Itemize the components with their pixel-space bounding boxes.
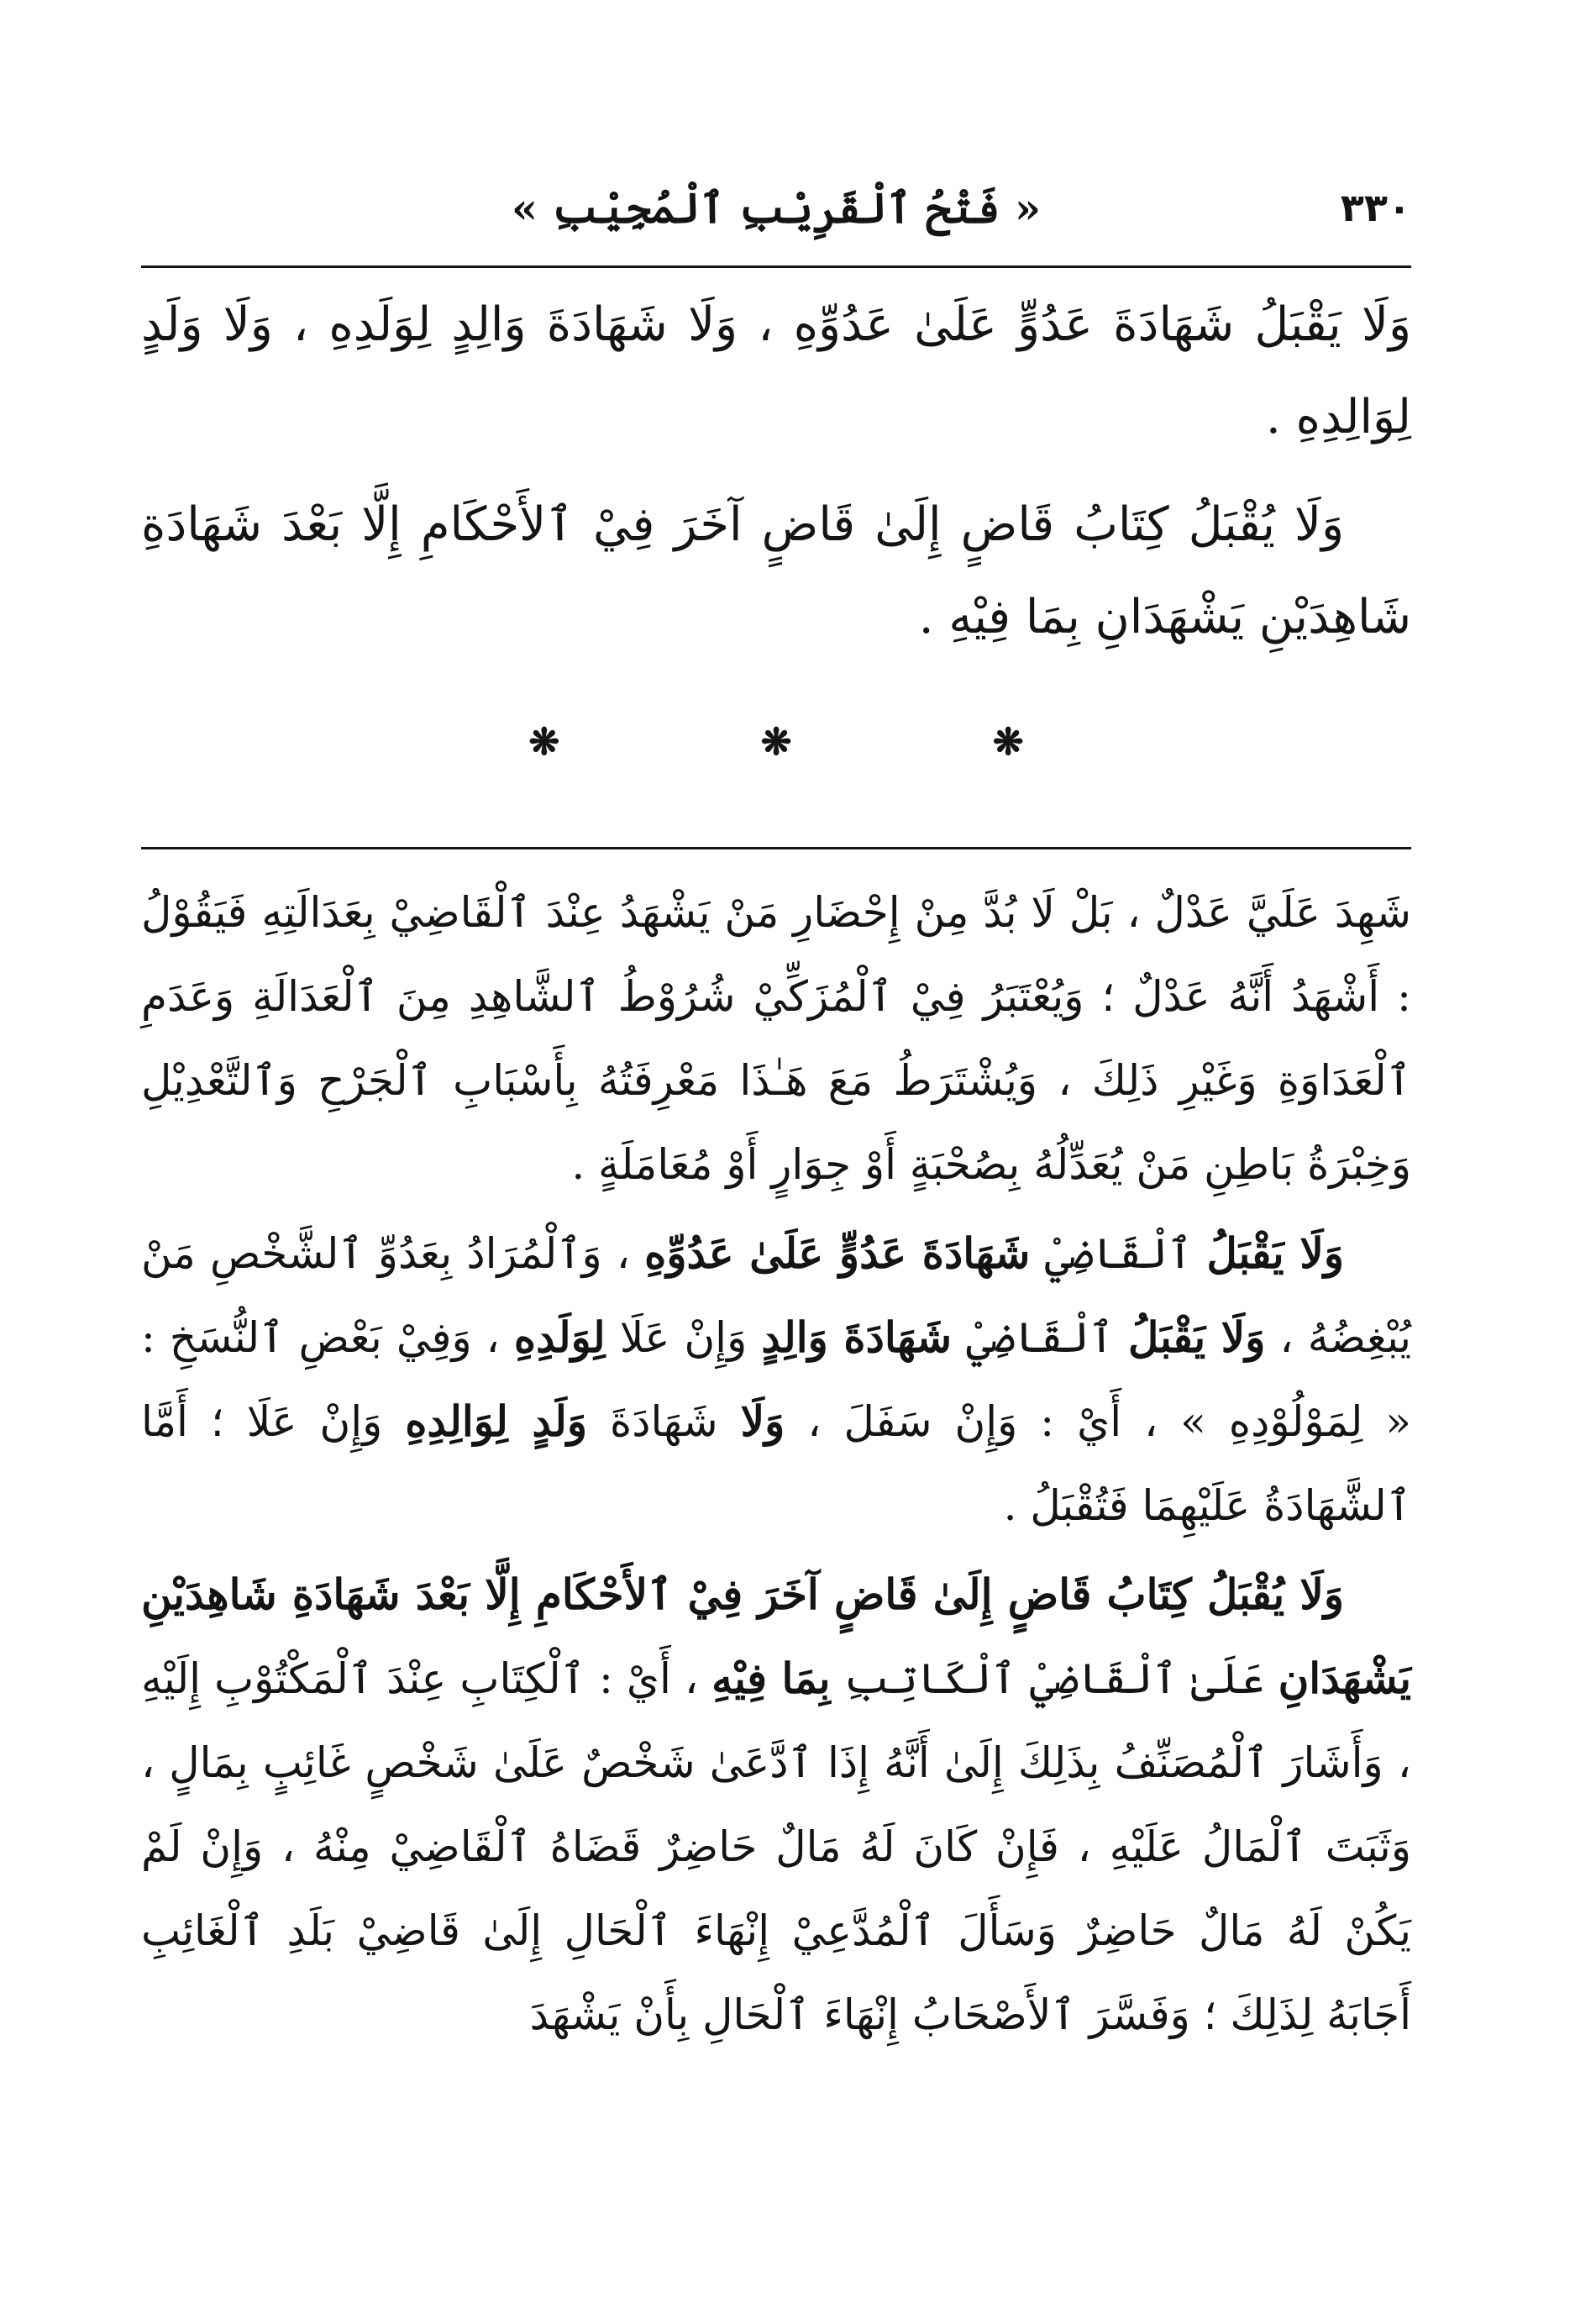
commentary-text: ٱلْقَاضِيْ: [1030, 1229, 1207, 1278]
commentary-text: ، أَيْ : ٱلْكِتَابِ عِنْدَ ٱلْمَكْتُوْبِ إِلَيْهِ ، وَأَشَارَ ٱلْمُصَنِّفُ بِذَلِكَ إِلَىٰ أَنَّهُ إِذَا ٱدَّعَىٰ شَخْصٌ عَلَىٰ شَخْصٍ غَائِبٍ بِمَالٍ ، وَثَبَتَ ٱلْمَالُ عَلَيْهِ ، فَإِنْ كَانَ لَهُ مَالٌ حَاضِرٌ قَضَاهُ ٱلْقَاضِيْ مِنْهُ ، وَإِنْ لَمْ يَكُنْ لَهُ مَالٌ حَاضِرٌ وَسَأَلَ ٱلْمُدَّعِيْ إِنْهَاءَ ٱلْحَالِ إِلَىٰ قَاضِيْ بَلَدِ ٱلْغَائِبِ أَجَابَهُ لِذَلِكَ ؛ وَفَسَّرَ ٱلأَصْحَابُ إِنْهَاءَ ٱلْحَالِ بِأَنْ يَشْهَدَ: [141, 1654, 1411, 2039]
matn-quote-text: لِوَلَدِهِ: [513, 1312, 606, 1362]
matn-paragraph-2: وَلَا يُقْبَلُ كِتَابُ قَاضٍ إِلَىٰ قَاضٍ آخَرَ فِيْ ٱلأَحْكَامِ إِلَّا بَعْدَ شَهَادَةِ شَاهِدَيْنِ يَشْهَدَانِ بِمَا فِيْهِ .: [141, 497, 1411, 644]
matn-quote-text: وَلَدٍ لِوَالِدِهِ: [405, 1396, 588, 1446]
commentary-paragraph-1: شَهِدَ عَلَيَّ عَدْلٌ ، بَلْ لَا بُدَّ مِنْ إِحْضَارِ مَنْ يَشْهَدُ عِنْدَ ٱلْقَاضِيْ بِعَدَالَتِهِ فَيَقُوْلُ : أَشْهَدُ أَنَّهُ عَدْلٌ ؛ وَيُعْتَبَرُ فِيْ ٱلْمُزَكِّيْ شُرُوْطُ ٱلشَّاهِدِ مِنَ ٱلْعَدَالَةِ وَعَدَمِ ٱلْعَدَاوَةِ وَغَيْرِ ذَلِكَ ، وَيُشْتَرَطُ مَعَ هَـٰذَا مَعْرِفَتُهُ بِأَسْبَابِ ٱلْجَرْحِ وَٱلتَّعْدِيْلِ وَخِبْرَةُ بَاطِنِ مَنْ يُعَدِّلُهُ بِصُحْبَةٍ أَوْ جِوَارٍ أَوْ مُعَامَلَةٍ .: [141, 888, 1411, 1189]
commentary-text: وَإِنْ عَلَا: [605, 1313, 762, 1362]
commentary-text: وَإِنْ عَلَا ؛ أَمَّا ٱلشَّهَادَةُ عَلَيْهِمَا فَتُقْبَلُ .: [141, 1397, 1411, 1530]
matn-quote-text: وَلَا يُقْبَلُ كِتَابُ قَاضٍ إِلَىٰ قَاضٍ آخَرَ فِيْ ٱلأَحْكَامِ إِلَّا بَعْدَ شَهَادَةِ شَاهِدَيْنِ يَشْهَدَانِ: [141, 1569, 1412, 1703]
running-header: [141, 175, 1411, 250]
matn-quote-text: بِمَا فِيْهِ: [711, 1654, 831, 1703]
commentary-paragraph-2: [141, 1212, 1411, 1548]
separator-star-icon: ❋: [760, 721, 792, 764]
commentary-paragraph-3: [141, 1553, 1411, 2057]
section-rule: [141, 847, 1411, 849]
matn-quote-text: وَلَا يَقْبَلُ: [1128, 1312, 1266, 1362]
header-rule: [141, 266, 1411, 268]
commentary-text: ، وَٱلْمُرَادُ بِعَدُوِّ ٱلشَّخْصِ مَنْ يُبْغِضُهُ ،: [141, 1229, 1412, 1362]
commentary-text: عَلَىٰ ٱلْقَاضِيْ ٱلْكَاتِبِ: [830, 1654, 1278, 1703]
matn-paragraph-1: وَلَا يَقْبَلُ شَهَادَةَ عَدُوٍّ عَلَىٰ عَدُوِّهِ ، وَلَا شَهَادَةَ وَالِدٍ لِوَلَدِهِ ، وَلَا وَلَدٍ لِوَالِدِهِ .: [141, 297, 1412, 444]
separator-star-icon: ❋: [992, 721, 1024, 764]
commentary-text: شَهَادَةَ: [587, 1397, 741, 1446]
matn-quote-text: شَهَادَةَ وَالِدٍ: [761, 1312, 953, 1362]
matn-quote-text: وَلَا يَقْبَلُ: [1206, 1228, 1344, 1278]
separator-star-icon: ❋: [528, 721, 560, 764]
star-separator: [141, 721, 1411, 771]
commentary-text: ، وَفِيْ بَعْضِ ٱلنُّسَخِ : « لِمَوْلُوْدِهِ » ، أَيْ : وَإِنْ سَفَلَ ،: [141, 1313, 1411, 1446]
page-number: ٣٣٠: [1340, 185, 1411, 230]
matn-text-block: [141, 279, 1411, 679]
commentary-text: ٱلْقَاضِيْ: [952, 1313, 1128, 1362]
commentary-text-block: [141, 870, 1411, 2062]
matn-quote-text: شَهَادَةَ عَدُوٍّ عَلَىٰ عَدُوِّهِ: [644, 1228, 1031, 1278]
book-title: « فَتْحُ ٱلْقَرِيْبِ ٱلْمُجِيْبِ »: [511, 183, 1042, 233]
matn-quote-text: وَلَا: [740, 1396, 785, 1446]
